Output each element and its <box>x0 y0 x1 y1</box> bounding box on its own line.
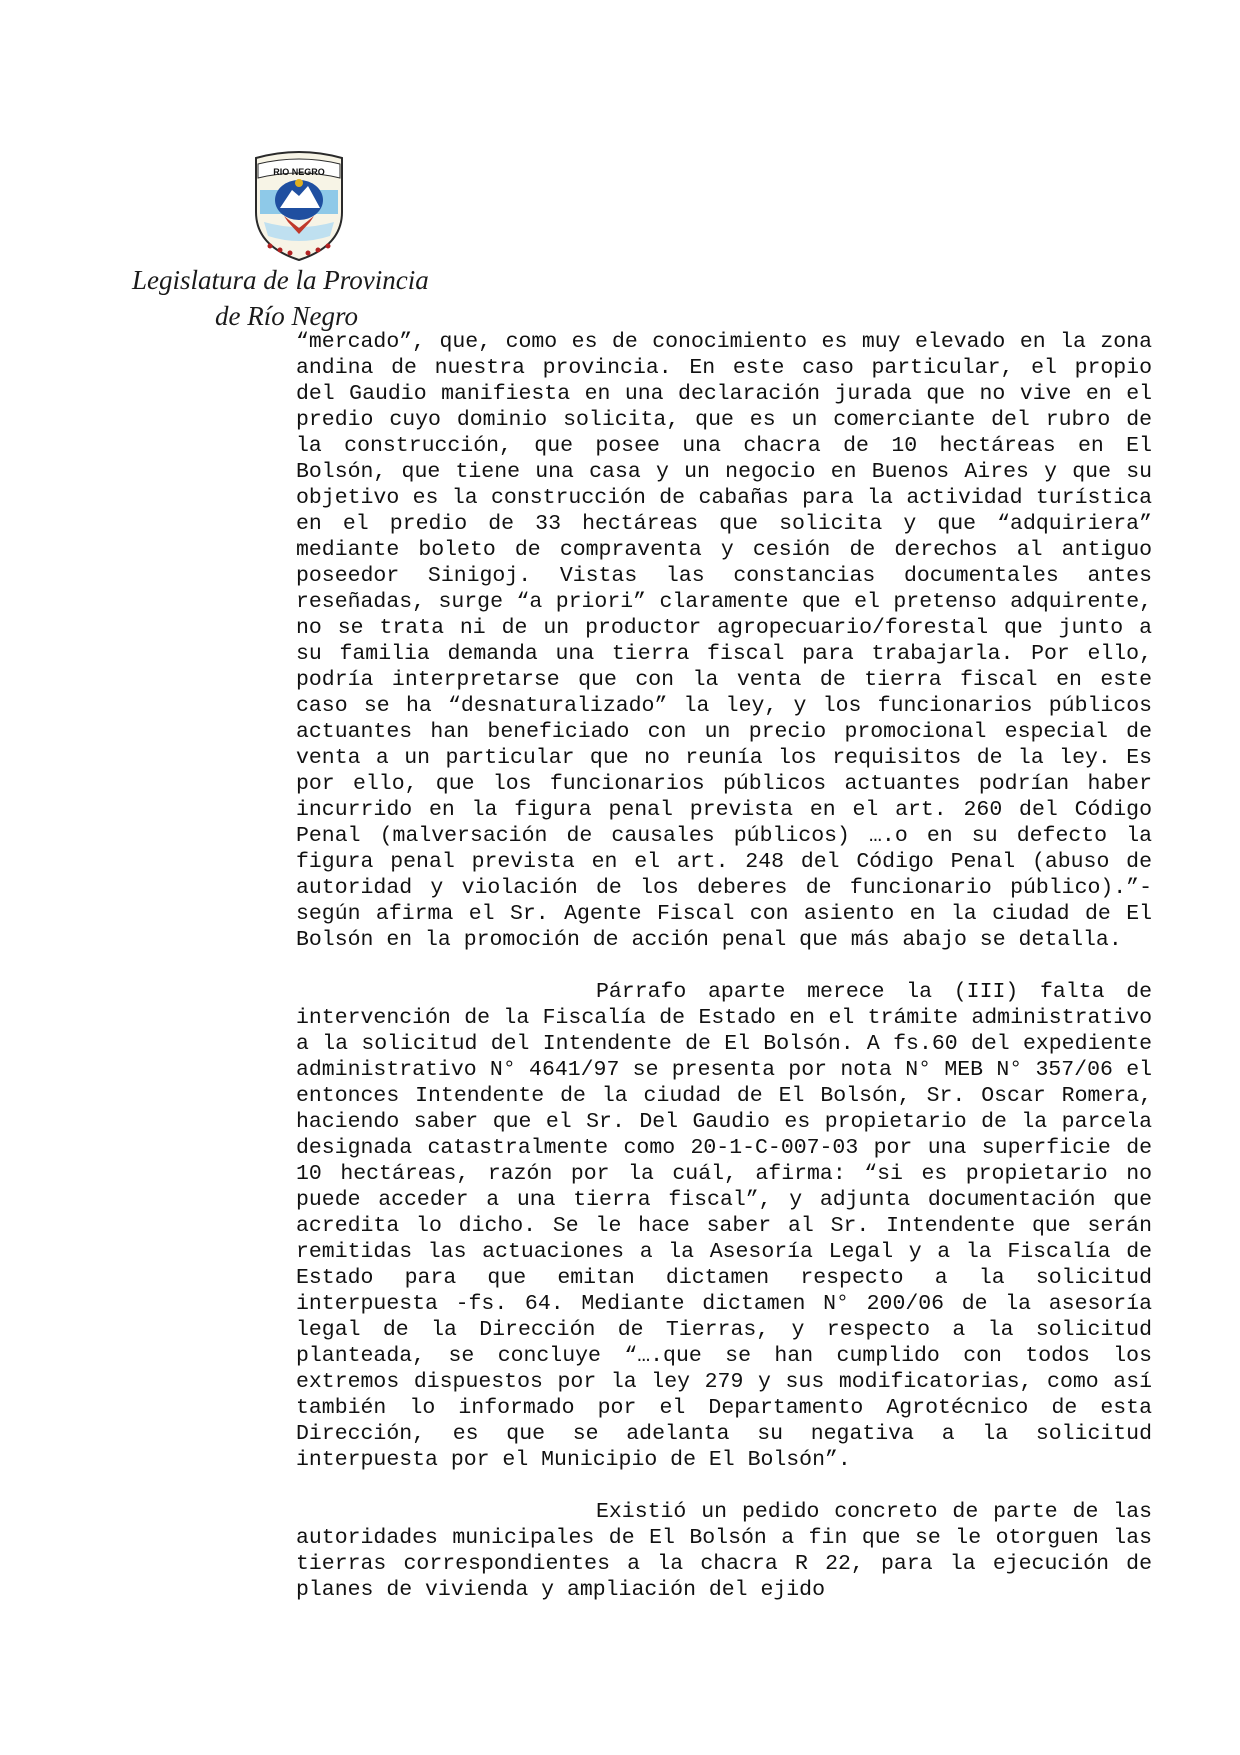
paragraph-3: Existió un pedido concreto de parte de las autoridades municipales de El Bolsón a fin que se le otorguen las tierras correspondientes a la chacra R 22, para la ejecución de planes de vivienda y ampliación del ejido <box>296 1500 1152 1602</box>
logo-text: RIO NEGRO <box>273 167 325 177</box>
paragraph-2: Párrafo aparte merece la (III) falta de intervención de la Fiscalía de Estado en el trámite administrativo a la solicitud del Intendente de El Bolsón. A fs.60 del expediente administrativo N° 4641/97 se presenta por nota N° MEB N° 357/06 el entonces Intendente de la ciudad de El Bolsón, Sr. Oscar Romera, haciendo saber que el Sr. Del Gaudio es propietario de la parcela designada catastralmente como 20-1-C-007-03 por una superficie de 10 hectáreas, razón por la cuál, afirma: “si es propietario no puede acceder a una tierra fiscal”, y adjunta documentación que acredita lo dicho. Se le hace saber al Sr. Intendente que serán remitidas las actuaciones a la Asesoría Legal y a la Fiscalía de Estado para que emitan dictamen respecto a la solicitud interpuesta -fs. 64. Mediante dictamen N° 200/06 de la asesoría legal de la Dirección de Tierras, y respecto a la solicitud planteada, se concluye “….que se han cumplido con todos los extremos dispuestos por la ley 279 y sus modificatorias, como así también lo informado por el Departamento Agrotécnico de esta Dirección, es que se adelanta su negativa a la solicitud interpuesta por el Municipio de El Bolsón”. <box>296 980 1152 1472</box>
header-title-line-2: de Río Negro <box>215 301 358 331</box>
paragraph-1: “mercado”, que, como es de conocimiento es muy elevado en la zona andina de nuestra provincia. En este caso particular, el propio del Gaudio manifiesta en una declaración jurada que no vive en el predio cuyo dominio solicita, que es un comerciante del rubro de la construcción, que posee una chacra de 10 hectáreas en El Bolsón, que tiene una casa y un negocio en Buenos Aires y que su objetivo es la construcción de cabañas para la actividad turística en el predio de 33 hectáreas que solicita y que “adquiriera” mediante boleto de compraventa y cesión de derechos al antiguo poseedor Sinigoj. Vistas las constancias documentales antes reseñadas, surge “a priori” claramente que el pretenso adquirente, no se trata ni de un productor agropecuario/forestal que junto a su familia demanda una tierra fiscal para trabajarla. Por ello, podría interpretarse que con la venta de tierra fiscal en este caso se ha “desnaturalizado” la ley, y los funcionarios públicos actuantes han beneficiado con un precio promocional especial de venta a un particular que no reunía los requisitos de la ley. Es por ello, que los funcionarios públicos actuantes podrían haber incurrido en la figura penal prevista en el art. 260 del Código Penal (malversación de causales públicos) ….o en su defecto la figura penal prevista en el art. 248 del Código Penal (abuso de autoridad y violación de los deberes de funcionario público).”- según afirma el Sr. Agente Fiscal con asiento en la ciudad de El Bolsón en la promoción de acción penal que más abajo se detalla. <box>296 330 1152 952</box>
header-title-line-1: Legislatura de la Provincia <box>132 265 429 295</box>
rio-negro-coat-of-arms-icon <box>250 150 348 262</box>
document-body <box>296 329 1152 1603</box>
